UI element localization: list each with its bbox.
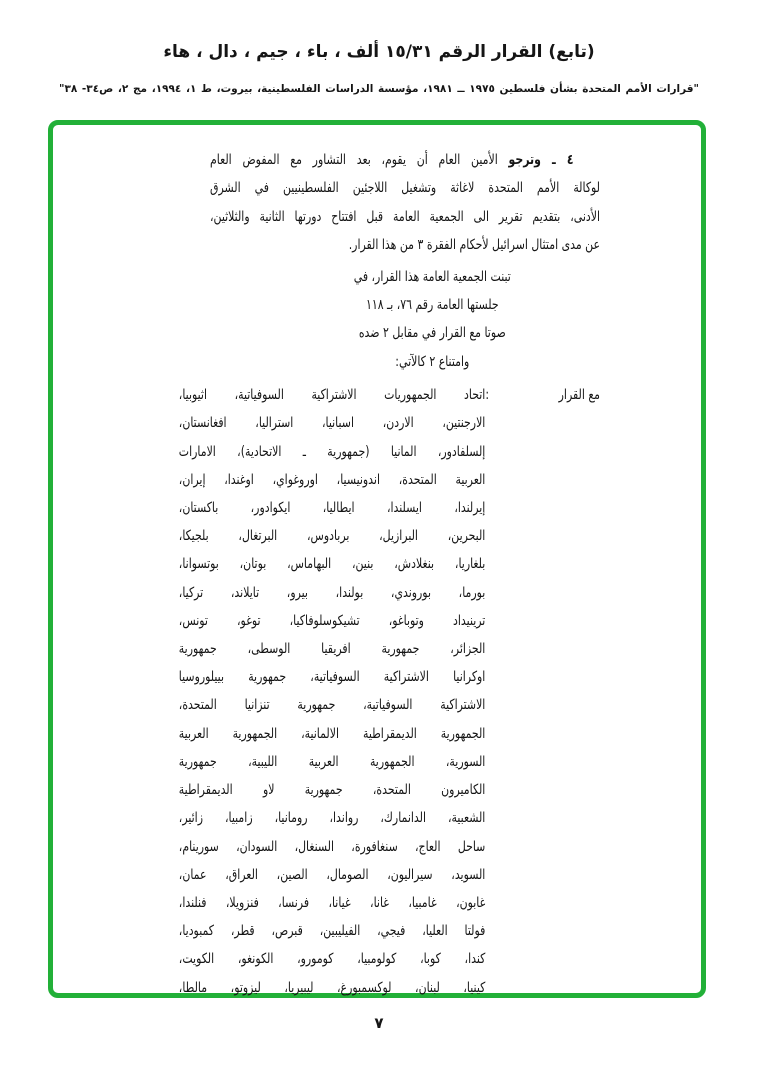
adoption-line: جلستها العامة رقم ٧٦، بـ ١١٨ — [365, 297, 499, 314]
country-list-line: فولتا العليا، فيجي، الفيليبين، قبرص، قطر، كمبوديا، — [178, 923, 486, 940]
page-title: (تابع) القرار الرقم ١٥/٣١ ألف ، باء ، جيم ، دال ، هاء — [163, 42, 595, 62]
country-list-line: السويد، سيراليون، الصومال، الصين، العراق، عمان، — [178, 866, 486, 883]
page-number: ٧ — [374, 1014, 384, 1032]
country-list-line: الارجنتين، الاردن، اسبانيا، استراليا، افغانستان، — [178, 415, 486, 432]
country-list-line: الكاميرون المتحدة، جمهورية لاو الديمقراطية — [178, 782, 486, 799]
country-list-line: كندا، كوبا، كولومبيا، كومورو، الكونغو، الكويت، — [178, 951, 486, 968]
country-list-line: اوكرانيا الاشتراكية السوفياتية، جمهورية بييلوروسيا — [178, 669, 486, 686]
country-list-line: بلغاريا، بنغلادش، بنين، البهاماس، بوتان، بوتسوانا، — [178, 556, 486, 573]
country-list-line: ترينيداد وتوباغو، تشيكوسلوفاكيا، توغو، تونس، — [178, 612, 486, 629]
adoption-statement — [265, 263, 600, 377]
country-list-line: الاشتراكية السوفياتية، جمهورية تنزانيا المتحدة، — [178, 697, 486, 714]
country-list-line: إلسلفادور، المانيا (جمهورية ـ الاتحادية)، الامارات — [178, 443, 486, 460]
country-list-line: كينيا، لبنان، لوكسمبورغ، ليبيريا، ليزوتو، مالطا، — [178, 979, 486, 996]
vote-label-colon: : — [485, 387, 490, 404]
country-list-line: السورية، الجمهورية العربية الليبية، جمهورية — [178, 753, 486, 770]
country-list-line: غابون، غامبيا، غانا، غيانا، فرنسا، فنزويلا، فنلندا، — [178, 894, 486, 911]
country-list-line: بورما، بوروندي، بولندا، بيرو، تايلاند، تركيا، — [178, 584, 486, 601]
country-list-line: الجزائر، جمهورية افريقيا الوسطى، جمهورية — [178, 641, 486, 658]
paragraph-4-line: لوكالة الأمم المتحدة لاغاثة وتشغيل اللاجئين الفلسطينيين في الشرق — [210, 180, 601, 197]
adoption-line: وامتناع ٢ كالآتي: — [395, 353, 470, 370]
paragraph-4-first-line — [210, 146, 600, 174]
vote-label — [485, 381, 600, 409]
countries-in-favor-list — [179, 381, 486, 1001]
source-citation: "قرارات الأمم المتحدة بشأن فلسطين ١٩٧٥ ــ ١٩٨١، مؤسسة الدراسات الفلسطينية، بيروت، ط ١، ١٩٩٤، مج ٢، ص٣٤- ٣٨" — [58, 83, 700, 95]
country-list-line: الشعبية، الدانمارك، رواندا، رومانيا، زامبيا، زائير، — [178, 810, 486, 827]
paragraph-4-last-line: عن مدى امتثال اسرائيل لأحكام الفقرة ٣ من هذا القرار. — [348, 237, 600, 254]
country-list-line: العربية المتحدة، اندونيسيا، اوروغواي، اوغندا، إيران، — [178, 471, 486, 488]
adoption-line: تبنت الجمعية العامة هذا القرار، في — [353, 268, 511, 285]
paragraph-4-lead: ٤ ـ وترجو — [508, 152, 574, 168]
adoption-line: صوتا مع القرار في مقابل ٢ ضده — [358, 325, 506, 342]
country-list-line: اتحاد الجمهوريات الاشتراكية السوفياتية، اثيوبيا، — [178, 387, 486, 404]
country-list-line: ساحل العاج، سنغافورة، السنغال، السودان، سورينام، — [178, 838, 486, 855]
country-list-line: إيرلندا، ايسلندا، ايطاليا، ايكوادور، باكستان، — [178, 500, 486, 517]
resolution-text-block — [179, 146, 600, 1002]
country-list-line: البحرين، البرازيل، بربادوس، البرتغال، بلجيكا، — [178, 528, 486, 545]
paragraph-4-line: الأدنى، بتقديم تقرير الى الجمعية العامة قبل افتتاح دورتها الثانية والثلاثين، — [210, 208, 601, 225]
paragraph-4-line1-rest: الأمين العام أن يقوم، بعد التشاور مع المفوض العام — [210, 152, 498, 168]
country-list-line: الجمهورية الديمقراطية الالمانية، الجمهورية العربية — [178, 725, 486, 742]
vote-record — [179, 381, 600, 1001]
vote-label-text: مع القرار — [558, 387, 600, 404]
